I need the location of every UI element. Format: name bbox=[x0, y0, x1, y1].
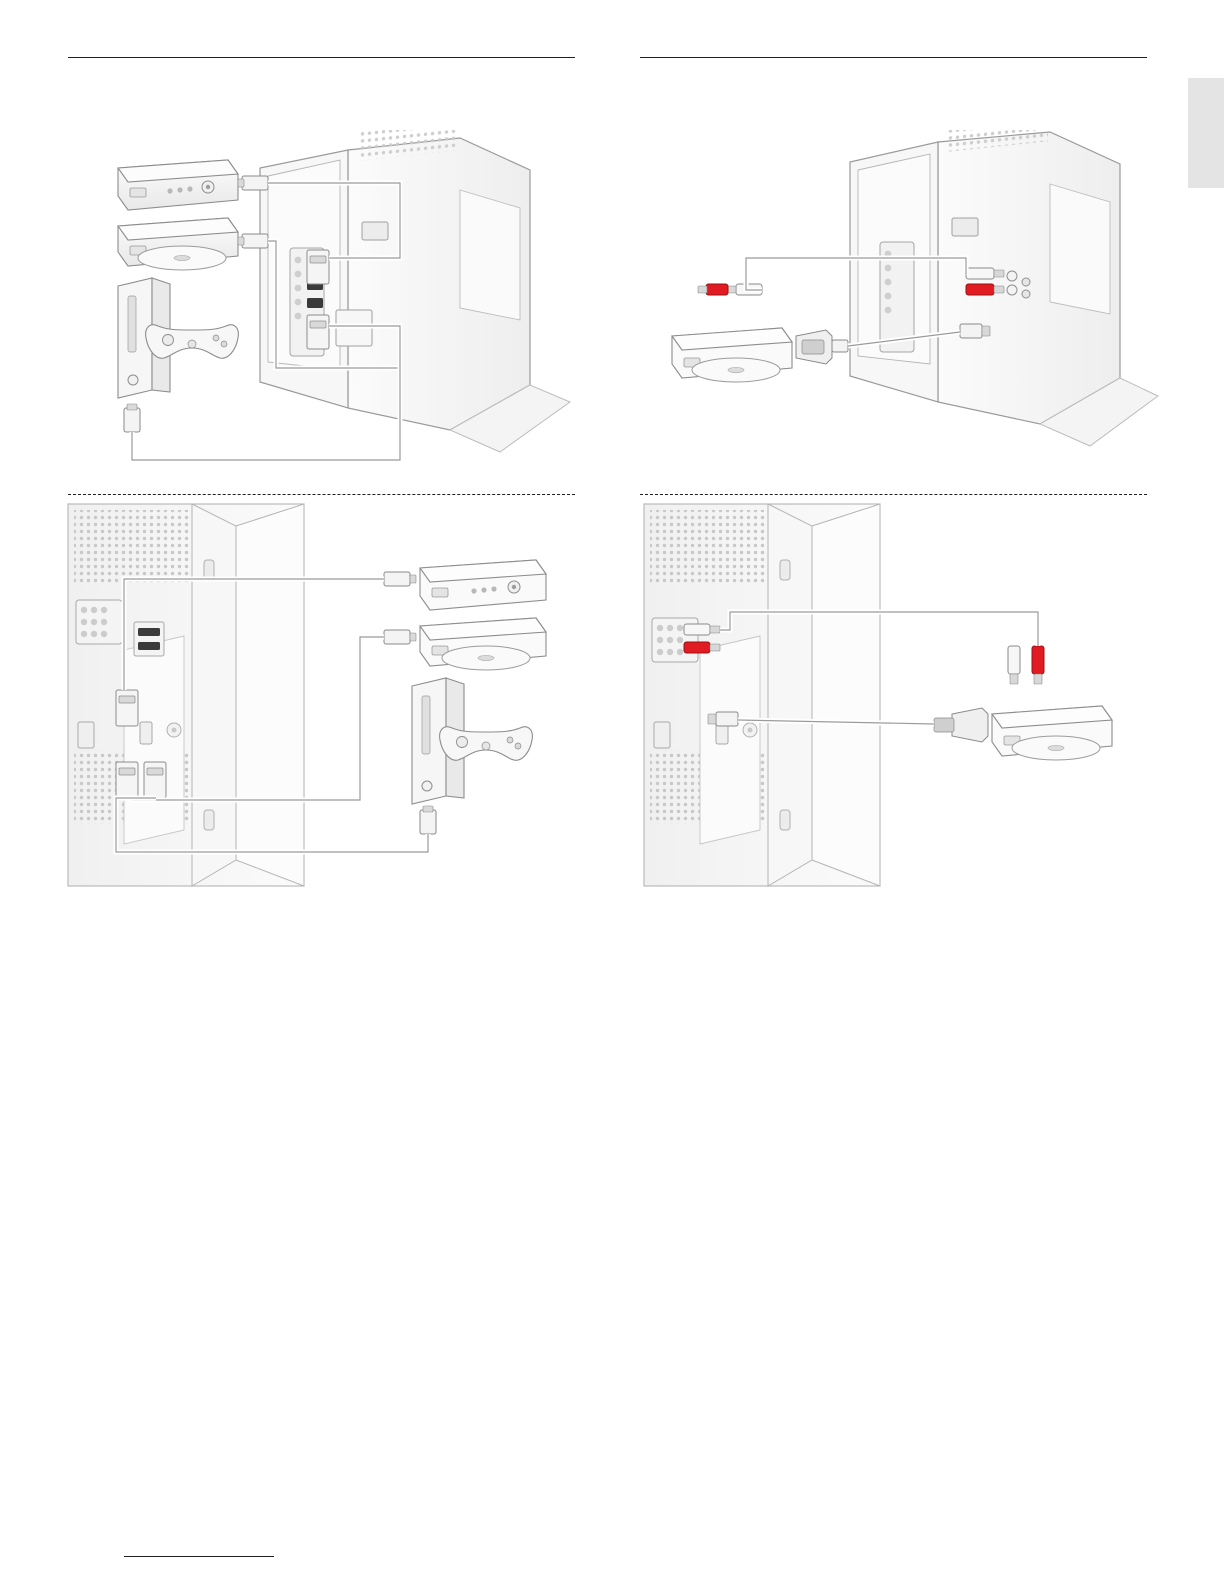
section-divider-top-left bbox=[68, 57, 575, 58]
section-divider-top-right bbox=[640, 57, 1147, 58]
device-dvd-player bbox=[420, 618, 546, 670]
device-set-top-box bbox=[420, 560, 546, 610]
hdmi-plug-dvd-player bbox=[384, 630, 416, 644]
section-divider-dashed-right bbox=[640, 494, 1147, 495]
gamepad bbox=[146, 325, 239, 359]
gamepad bbox=[440, 727, 533, 761]
rca-plug-pair-device bbox=[1008, 646, 1044, 684]
vga-plug-device bbox=[796, 330, 848, 364]
vga-plug-tv bbox=[708, 712, 738, 726]
hdmi-plug-set-top-box bbox=[238, 176, 268, 190]
vga-plug-tv bbox=[960, 324, 990, 338]
hdmi-plug-game-console bbox=[124, 404, 140, 432]
vga-plug-device bbox=[934, 708, 988, 742]
figure-component-audio-connection-rear-right bbox=[660, 130, 1160, 460]
hdmi-connector-tv-1 bbox=[307, 250, 329, 284]
rca-plug-white-device bbox=[1008, 646, 1020, 684]
hdmi-plug-set-top-box bbox=[384, 572, 416, 586]
figure-hdmi-connection-side-left bbox=[64, 500, 576, 890]
hdmi-plug-dvd-player bbox=[238, 234, 268, 248]
page-tab-marker bbox=[1188, 78, 1224, 188]
device-set-top-box bbox=[118, 160, 238, 210]
hdmi-connector-side-1 bbox=[116, 690, 138, 726]
tv-side-body bbox=[644, 504, 880, 886]
device-dvd-player bbox=[672, 328, 792, 382]
figure-hdmi-connection-rear-left bbox=[100, 130, 600, 480]
figure-component-audio-connection-side-right bbox=[640, 500, 1152, 890]
hdmi-connector-side-2 bbox=[116, 762, 138, 798]
hdmi-plug-game-console bbox=[420, 806, 436, 834]
rca-plug-red-device bbox=[698, 284, 728, 295]
footer-divider bbox=[124, 1556, 274, 1557]
device-game-console bbox=[118, 278, 238, 398]
device-dvd-player bbox=[118, 218, 238, 270]
hdmi-connector-tv-2 bbox=[307, 315, 329, 349]
rca-plug-red-device bbox=[1032, 646, 1044, 684]
tv-side-body bbox=[68, 504, 304, 886]
device-dvd-player bbox=[992, 706, 1112, 760]
device-game-console bbox=[412, 678, 532, 804]
hdmi-connector-side-3 bbox=[144, 762, 166, 798]
section-divider-dashed-left bbox=[68, 494, 575, 495]
